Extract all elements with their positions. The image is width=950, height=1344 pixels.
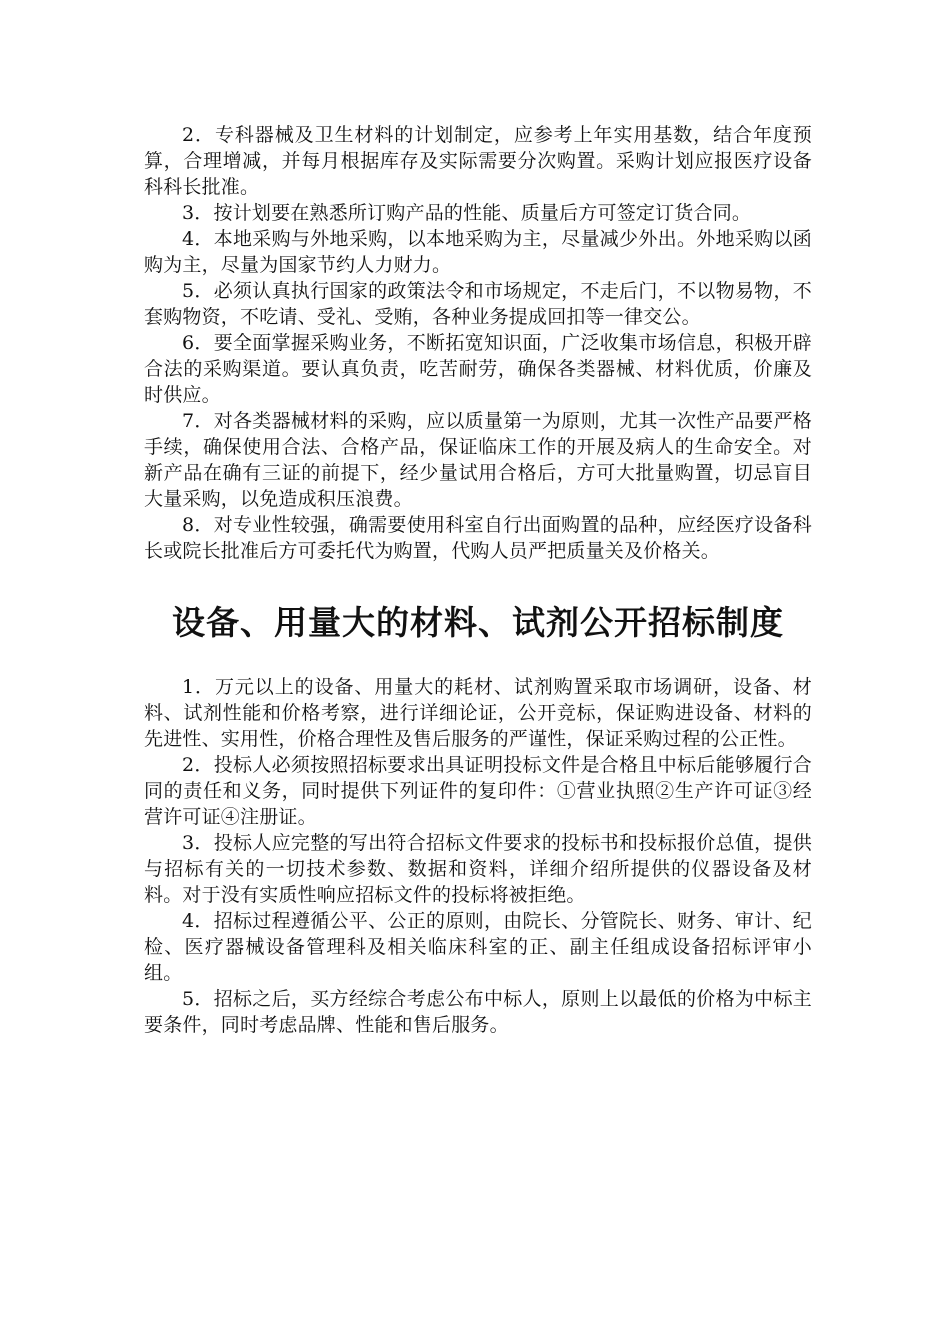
bidding-paragraph-5: 5．招标之后，买方经综合考虑公布中标人，原则上以最低的价格为中标主要条件，同时考虑品牌、性能和售后服务。 (144, 988, 812, 1036)
bidding-paragraph-4: 4．招标过程遵循公平、公正的原则，由院长、分管院长、财务、审计、纪检、医疗器械设备管理科及相关临床科室的正、副主任组成设备招标评审小组。 (144, 910, 812, 984)
bidding-rules-section (144, 674, 812, 1038)
rule-paragraph-5: 5．必须认真执行国家的政策法令和市场规定，不走后门，不以物易物，不套购物资，不吃请、受礼、受贿，各种业务提成回扣等一律交公。 (144, 280, 812, 328)
rule-paragraph-3: 3．按计划要在熟悉所订购产品的性能、质量后方可签定订货合同。 (182, 202, 752, 224)
document-body (144, 122, 812, 1038)
rule-paragraph-7: 7．对各类器械材料的采购，应以质量第一为原则，尤其一次性产品要严格手续，确保使用合法、合格产品，保证临床工作的开展及病人的生命安全。对新产品在确有三证的前提下，经少量试用合格后，方可大批量购置，切忌盲目大量采购，以免造成积压浪费。 (144, 410, 812, 510)
rule-paragraph-2: 2．专科器械及卫生材料的计划制定，应参考上年实用基数，结合年度预算，合理增减，并每月根据库存及实际需要分次购置。采购计划应报医疗设备科科长批准。 (144, 124, 812, 198)
bidding-paragraph-2: 2．投标人必须按照招标要求出具证明投标文件是合格且中标后能够履行合同的责任和义务，同时提供下列证件的复印件：①营业执照②生产许可证③经营许可证④注册证。 (144, 754, 812, 828)
rule-paragraph-6: 6．要全面掌握采购业务，不断拓宽知识面，广泛收集市场信息，积极开辟合法的采购渠道。要认真负责，吃苦耐劳，确保各类器械、材料优质，价廉及时供应。 (144, 332, 812, 406)
section-title: 设备、用量大的材料、试剂公开招标制度 (172, 603, 784, 642)
procurement-rules-section (144, 122, 812, 564)
bidding-paragraph-1: 1．万元以上的设备、用量大的耗材、试剂购置采取市场调研，设备、材料、试剂性能和价格考察，进行详细论证，公开竞标，保证购进设备、材料的先进性、实用性，价格合理性及售后服务的严谨性，保证采购过程的公正性。 (144, 676, 812, 750)
rule-paragraph-4: 4．本地采购与外地采购，以本地采购为主，尽量减少外出。外地采购以函购为主，尽量为国家节约人力财力。 (144, 228, 812, 276)
bidding-paragraph-3: 3．投标人应完整的写出符合招标文件要求的投标书和投标报价总值，提供与招标有关的一切技术参数、数据和资料，详细介绍所提供的仪器设备及材料。对于没有实质性响应招标文件的投标将被拒绝。 (144, 832, 812, 906)
rule-paragraph-8: 8．对专业性较强，确需要使用科室自行出面购置的品种，应经医疗设备科长或院长批准后方可委托代为购置，代购人员严把质量关及价格关。 (144, 514, 812, 562)
